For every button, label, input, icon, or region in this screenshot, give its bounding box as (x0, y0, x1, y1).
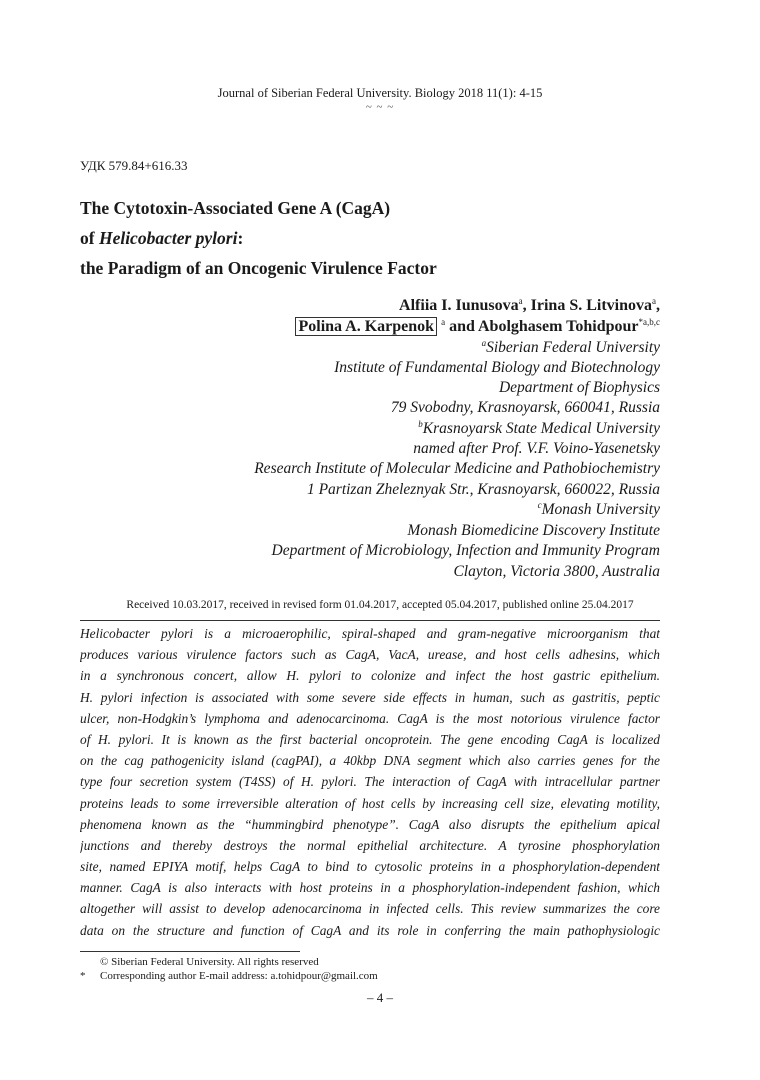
affiliation-b: $^b$Krasnoyarsk State Medical University (418, 419, 660, 437)
abstract-line: type four secretion system (T4SS) of H. pylori. The interaction of CagA with intracellular partner (80, 774, 660, 790)
title-line-2: of Helicobacter pylori: (80, 228, 244, 248)
header-ornament: ~ ~ ~ (365, 101, 395, 113)
affiliation-line: named after Prof. V.F. Voino-Yasenetsky (413, 440, 660, 457)
author-line-1: Alfiia I. Iunusova$^a$, Irina S. Litvinova$^a$, (399, 296, 660, 314)
abstract-line: on the cag pathogenicity island (cagPAI), a 40kbp DNA segment which also carries genes for the (80, 753, 660, 769)
abstract-line: altogether will assist to develop adenocarcinoma in infected cells. This review summarizes the core (80, 901, 660, 917)
page-number: – 4 – (367, 990, 393, 1005)
affiliation-line: Monash Biomedicine Discovery Institute (407, 522, 660, 539)
abstract-line: produces various virulence factors such as CagA, VacA, urease, and host cells adhesins, which (80, 647, 660, 663)
abstract-line: of H. pylori. It is known as the first bacterial oncoprotein. The gene encoding CagA is localized (80, 731, 660, 747)
udc-code: УДК 579.84+616.33 (80, 158, 188, 173)
copyright-footnote: © Siberian Federal University. All rights reserved (100, 956, 319, 968)
abstract-line: site, named EPIYA motif, helps CagA to bind to cytosolic proteins in a phosphorylation-dependent (80, 859, 660, 875)
abstract (80, 623, 660, 941)
affiliation-line: 1 Partizan Zheleznyak Str., Krasnoyarsk, 660022, Russia (306, 481, 660, 498)
affiliation-line: Department of Microbiology, Infection and Immunity Program (271, 542, 660, 559)
title-line-1: The Cytotoxin-Associated Gene A (CagA) (80, 198, 391, 218)
abstract-divider (80, 620, 660, 621)
abstract-line: ulcer, non-Hodgkin’s lymphoma and adenocarcinoma. CagA is the most notorious virulence factor (80, 710, 660, 726)
abstract-line: phenomena known as the “hummingbird phenotype”. CagA also disrupts the epithelium apical (80, 816, 660, 832)
affiliation-line: Department of Biophysics (498, 379, 660, 396)
abstract-line: proteins leads to some irreversible alteration of host cells by increasing cell size, elevating motility, (80, 795, 660, 811)
affiliation-c: $^c$Monash University (537, 500, 660, 518)
abstract-line: H. pylori infection is associated with some severe side effects in human, such as gastritis, peptic (80, 689, 660, 705)
author-name: Alfiia I. Iunusova (399, 297, 519, 314)
abstract-line: Helicobacter pylori is a microaerophilic, spiral-shaped and gram-negative microorganism that (80, 626, 660, 641)
footnote-divider (80, 951, 300, 952)
journal-header: Journal of Siberian Federal University. Biology 2018 11(1): 4-15 (217, 86, 543, 100)
author-name: Abolghasem Tohidpour (477, 318, 639, 335)
author-name: Irina S. Litvinova (530, 297, 652, 314)
author-line-2: Polina A. Karpenok $^a$ and Abolghasem Tohidpour$^{*a,b,c}$ (295, 317, 660, 337)
affiliation-line: Research Institute of Molecular Medicine and Pathobiochemistry (254, 460, 660, 477)
abstract-line: junctions and thereby destroys the normal epithelial architecture. A tyrosine phosphorylation (80, 837, 660, 853)
abstract-line: in a synchronous concert, allow H. pylori to colonize and infect the host gastric epithelium. (80, 668, 660, 684)
abstract-line: data on the structure and function of CagA and its role in conferring the main pathophysiologic (80, 922, 660, 938)
affiliation-a: $^a$Siberian Federal University (481, 338, 660, 356)
author-name-highlighted: Polina A. Karpenok (295, 317, 437, 336)
received-dates: Received 10.03.2017, received in revised form 01.04.2017, accepted 05.04.2017, published online 25.04.2017 (126, 599, 634, 611)
affiliation-line: Clayton, Victoria 3800, Australia (453, 563, 660, 580)
abstract-line: manner. CagA is also interacts with host proteins in a phosphorylation-independent fashion, which (80, 880, 660, 896)
title-species: Helicobacter pylori (98, 228, 238, 248)
title-line-3: the Paradigm of an Oncogenic Virulence Factor (80, 258, 437, 278)
affiliation-line: 79 Svobodny, Krasnoyarsk, 660041, Russia (390, 399, 660, 416)
affiliation-line: Institute of Fundamental Biology and Biotechnology (334, 359, 660, 376)
corresponding-author-footnote: * Corresponding author E-mail address: a.tohidpour@gmail.com (80, 970, 378, 982)
